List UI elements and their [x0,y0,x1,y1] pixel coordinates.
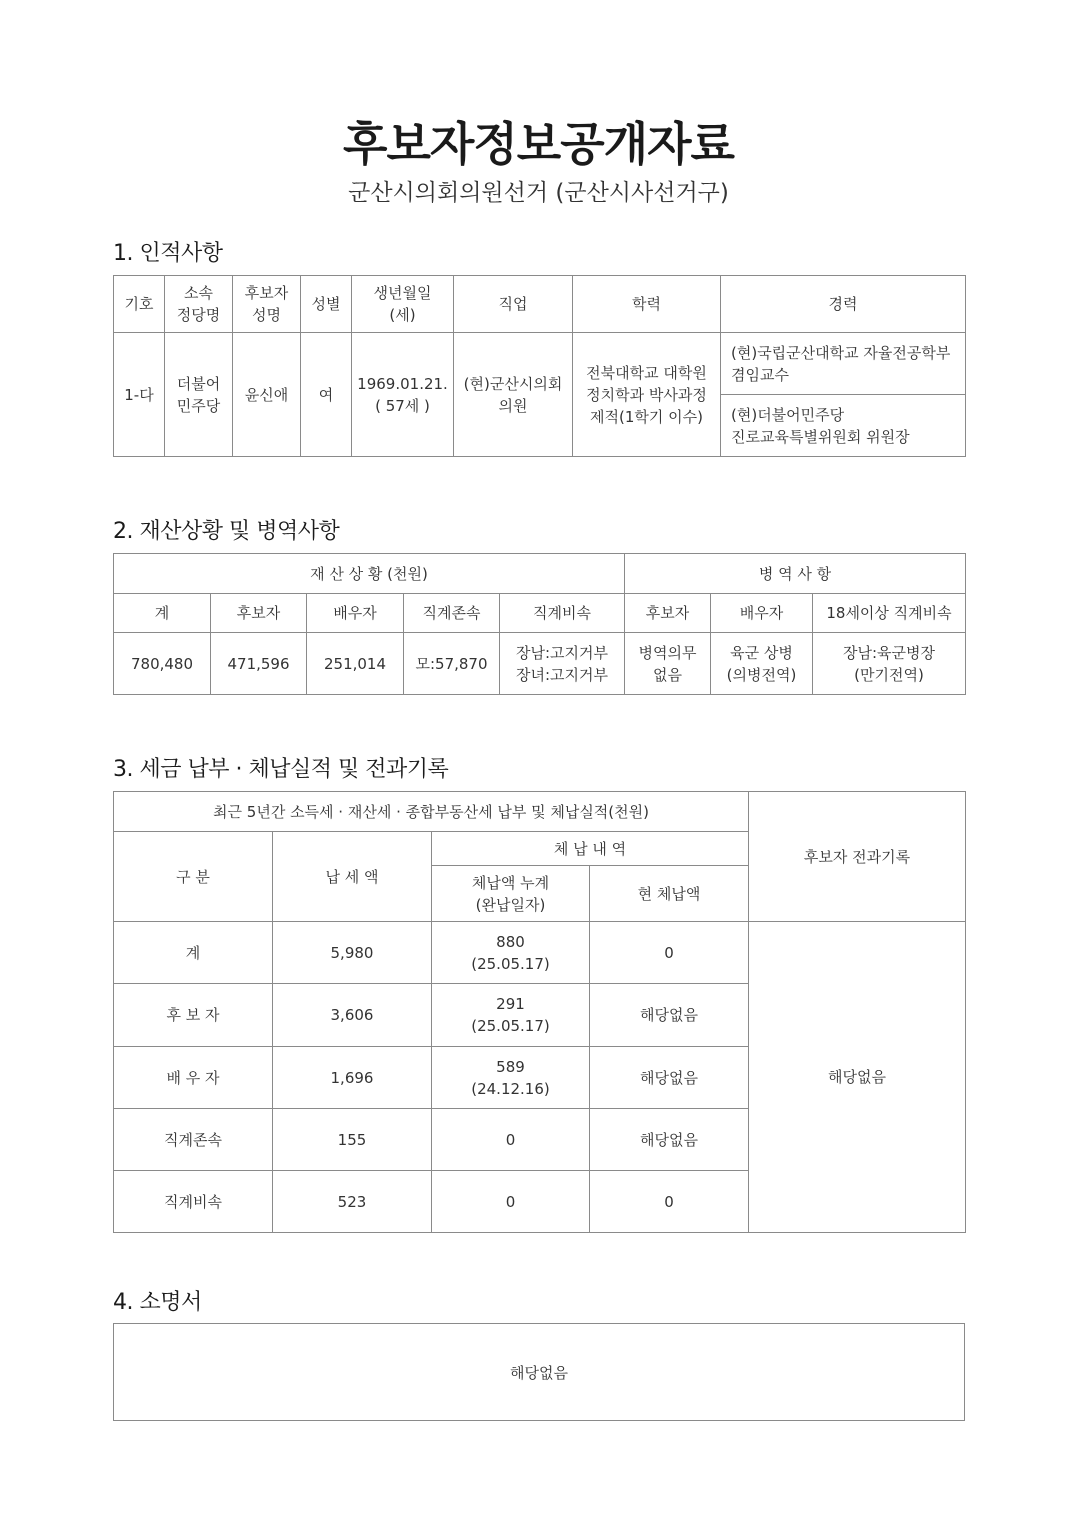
property-total: 780,480 [114,633,211,695]
column-header: 직계비속 [500,594,625,633]
section-heading-personal: 1. 인적사항 [113,241,223,266]
column-header: 배우자 [711,594,813,633]
column-header: 기호 [114,276,165,333]
statement-box [113,1323,965,1421]
section-heading-statement: 4. 소명서 [113,1290,202,1315]
candidate-job: (현)군산시의회 의원 [454,333,573,457]
tax-category: 계 [114,922,273,984]
candidate-gender: 여 [301,333,352,457]
statement-value: 해당없음 [510,1363,568,1382]
personal-info-table [113,275,966,457]
tax-arrears-current: 해당없음 [590,984,749,1047]
table-row [114,922,966,984]
criminal-record-value: 해당없음 [749,922,966,1233]
tax-category: 직계비속 [114,1171,273,1233]
tax-paid: 155 [273,1109,432,1171]
tax-arrears-total: 589 (24.12.16) [432,1047,590,1109]
property-spouse: 251,014 [307,633,404,695]
column-header: 체 납 내 역 [432,832,749,866]
tax-paid: 523 [273,1171,432,1233]
table-header-row [114,276,966,333]
column-header: 후보자 [211,594,307,633]
column-header: 직계존속 [404,594,500,633]
candidate-name: 윤신애 [233,333,301,457]
property-descendants: 장남:고지거부 장녀:고지거부 [500,633,625,695]
military-spouse: 육군 상병 (의병전역) [711,633,813,695]
military-descendants: 장남:육군병장 (만기전역) [813,633,966,695]
criminal-record-header: 후보자 전과기록 [749,792,966,922]
table-group-header-row [114,554,966,594]
column-header: 후보자 [625,594,711,633]
tax-arrears-total: 880 (25.05.17) [432,922,590,984]
tax-group-header: 최근 5년간 소득세 · 재산세 · 종합부동산세 납부 및 체납실적(천원) [114,792,749,832]
column-header: 계 [114,594,211,633]
candidate-career-item: (현)더불어민주당 진로교육특별위원회 위원장 [721,395,966,457]
tax-arrears-total: 291 (25.05.17) [432,984,590,1047]
tax-arrears-current: 해당없음 [590,1109,749,1171]
tax-arrears-current: 0 [590,1171,749,1233]
table-row [114,333,966,395]
column-header: 납 세 액 [273,832,432,922]
military-candidate: 병역의무 없음 [625,633,711,695]
candidate-party: 더불어 민주당 [165,333,233,457]
column-header: 후보자 성명 [233,276,301,333]
column-header: 소속 정당명 [165,276,233,333]
tax-paid: 1,696 [273,1047,432,1109]
tax-arrears-total: 0 [432,1109,590,1171]
property-header: 재 산 상 황 (천원) [114,554,625,594]
table-group-header-row [114,792,966,832]
table-row [114,633,966,695]
tax-category: 배 우 자 [114,1047,273,1109]
tax-arrears-current: 0 [590,922,749,984]
column-header: 체납액 누계 (완납일자) [432,866,590,922]
candidate-education: 전북대학교 대학원 정치학과 박사과정 제적(1학기 이수) [573,333,721,457]
column-header: 경력 [721,276,966,333]
column-header: 직업 [454,276,573,333]
candidate-career-item: (현)국립군산대학교 자율전공학부 겸임교수 [721,333,966,395]
column-header: 학력 [573,276,721,333]
tax-arrears-total: 0 [432,1171,590,1233]
tax-category: 직계존속 [114,1109,273,1171]
section-heading-tax: 3. 세금 납부 · 체납실적 및 전과기록 [113,757,449,782]
tax-arrears-current: 해당없음 [590,1047,749,1109]
column-header: 현 체납액 [590,866,749,922]
tax-paid: 5,980 [273,922,432,984]
candidate-number: 1-다 [114,333,165,457]
column-header: 18세이상 직계비속 [813,594,966,633]
assets-military-table [113,553,966,695]
column-header: 성별 [301,276,352,333]
page-subtitle: 군산시의회의원선거 (군산시사선거구) [348,180,729,206]
column-header: 배우자 [307,594,404,633]
tax-paid: 3,606 [273,984,432,1047]
tax-table [113,791,966,1233]
tax-category: 후 보 자 [114,984,273,1047]
table-header-row [114,594,966,633]
column-header: 생년월일 (세) [352,276,454,333]
candidate-birth: 1969.01.21. ( 57세 ) [352,333,454,457]
column-header: 구 분 [114,832,273,922]
section-heading-assets: 2. 재산상황 및 병역사항 [113,519,340,544]
property-candidate: 471,596 [211,633,307,695]
property-ascendants: 모:57,870 [404,633,500,695]
military-header: 병 역 사 항 [625,554,966,594]
page-title: 후보자정보공개자료 [343,117,734,171]
